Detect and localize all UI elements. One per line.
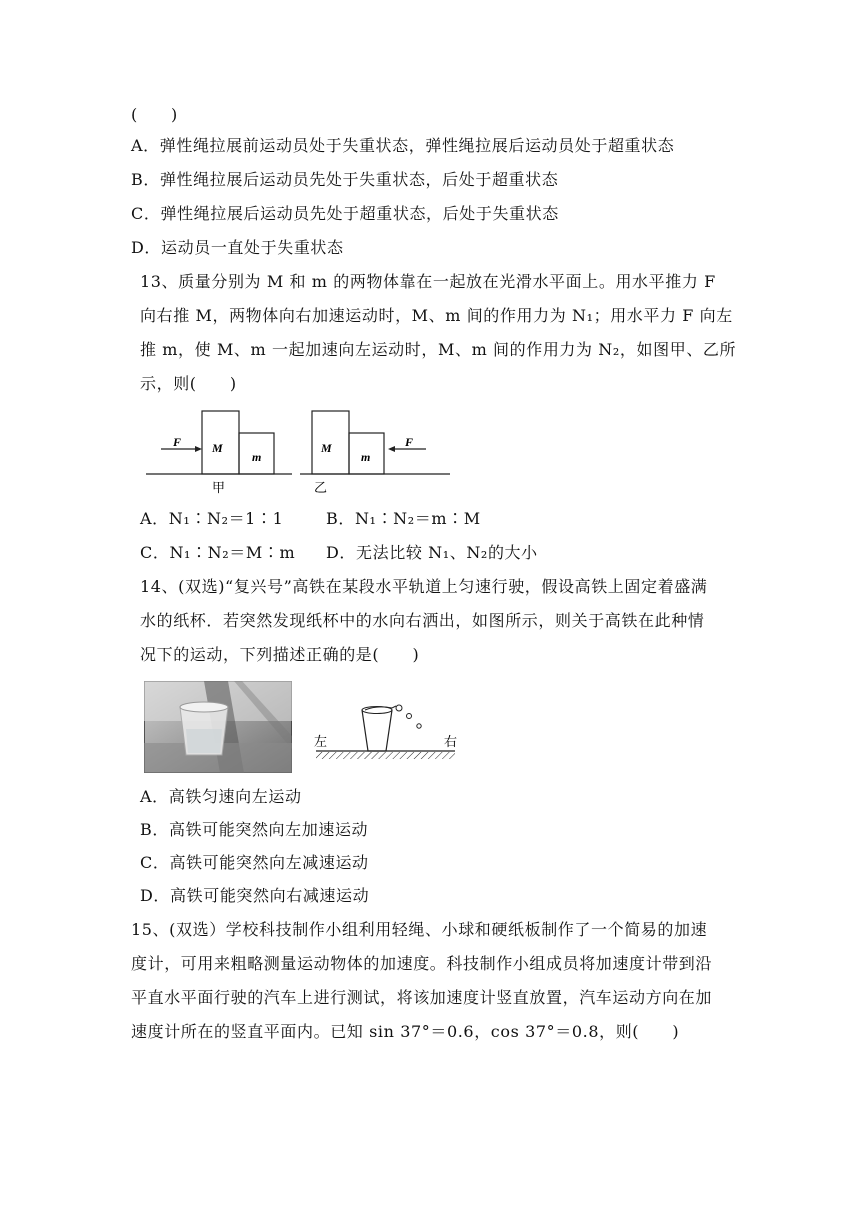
- water-drop-icon: [396, 705, 402, 711]
- q14-option-d: D．高铁可能突然向右减速运动: [140, 886, 370, 905]
- floor-hatch: [316, 752, 455, 759]
- water-drop-icon: [417, 724, 421, 728]
- q13-stem-line-1: 13、质量分别为 M 和 m 的两物体靠在一起放在光滑水平面上。用水平推力 F: [140, 272, 716, 291]
- mass-label-m-left: m: [252, 450, 262, 464]
- mass-label-M-right: M: [321, 441, 332, 455]
- q13-stem-line-2: 向右推 M，两物体向右加速运动时，M、m 间的作用力为 N₁；用水平力 F 向左: [140, 306, 733, 325]
- q13-option-a: A．N₁∶N₂＝1∶1: [140, 509, 284, 528]
- q14-cup-spill-diagram: [310, 700, 460, 766]
- force-label-right: F: [405, 435, 414, 449]
- q14-stem-line-1: 14、(双选)“复兴号”高铁在某段水平轨道上匀速行驶，假设高铁上固定着盛满: [140, 577, 708, 596]
- direction-label-right: 右: [444, 734, 458, 749]
- mass-label-M-left: M: [212, 441, 223, 455]
- water-drop-icon: [407, 714, 412, 719]
- q15-stem-line-1: 15、(双选）学校科技制作小组利用轻绳、小球和硬纸板制作了一个简易的加速: [131, 920, 708, 939]
- q14-train-cup-photo: [144, 681, 292, 773]
- q13-stem-line-3: 推 m，使 M、m 一起加速向左运动时，M、m 间的作用力为 N₂，如图甲、乙所: [140, 340, 737, 359]
- q12-option-c: C．弹性绳拉展后运动员先处于超重状态，后处于失重状态: [131, 204, 559, 223]
- q13-option-b: B．N₁∶N₂＝m∶M: [326, 509, 481, 528]
- q14-option-b: B．高铁可能突然向左加速运动: [140, 820, 369, 839]
- q14-option-c: C．高铁可能突然向左减速运动: [140, 853, 369, 872]
- q12-option-d: D．运动员一直处于失重状态: [131, 238, 344, 257]
- q15-stem-line-4: 速度计所在的竖直平面内。已知 sin 37°＝0.6，cos 37°＝0.8，则( ): [131, 1022, 680, 1041]
- mass-label-m-right: m: [361, 450, 371, 464]
- figure-label-jia: 甲: [212, 480, 226, 495]
- q15-stem-line-2: 度计，可用来粗略测量运动物体的加速度。科技制作小组成员将加速度计带到沿: [131, 954, 713, 973]
- arrowhead-right-icon: [195, 446, 202, 452]
- arrowhead-left-icon: [388, 446, 395, 452]
- q13-option-d: D．无法比较 N₁、N₂的大小: [326, 543, 538, 562]
- q12-option-b: B．弹性绳拉展后运动员先处于失重状态，后处于超重状态: [131, 170, 559, 189]
- q13-stem-line-4: 示，则( ): [140, 374, 237, 393]
- direction-label-left: 左: [314, 734, 328, 749]
- q12-option-a: A．弹性绳拉展前运动员处于失重状态，弹性绳拉展后运动员处于超重状态: [131, 136, 675, 155]
- q15-stem-line-3: 平直水平面行驶的汽车上进行测试，将该加速度计竖直放置，汽车运动方向在加: [131, 988, 713, 1007]
- paper-cup-icon: [362, 710, 392, 751]
- q14-stem-line-3: 况下的运动，下列描述正确的是( ): [140, 645, 420, 664]
- q12-answer-blank: ( ): [131, 105, 178, 124]
- force-label-left: F: [173, 435, 182, 449]
- q13-blocks-figure: [140, 405, 460, 497]
- q14-option-a: A．高铁匀速向左运动: [140, 787, 302, 806]
- figure-label-yi: 乙: [314, 480, 328, 495]
- q13-option-c: C．N₁∶N₂＝M∶m: [140, 543, 296, 562]
- q14-stem-line-2: 水的纸杯．若突然发现纸杯中的水向右洒出，如图所示，则关于高铁在此种情: [140, 611, 705, 630]
